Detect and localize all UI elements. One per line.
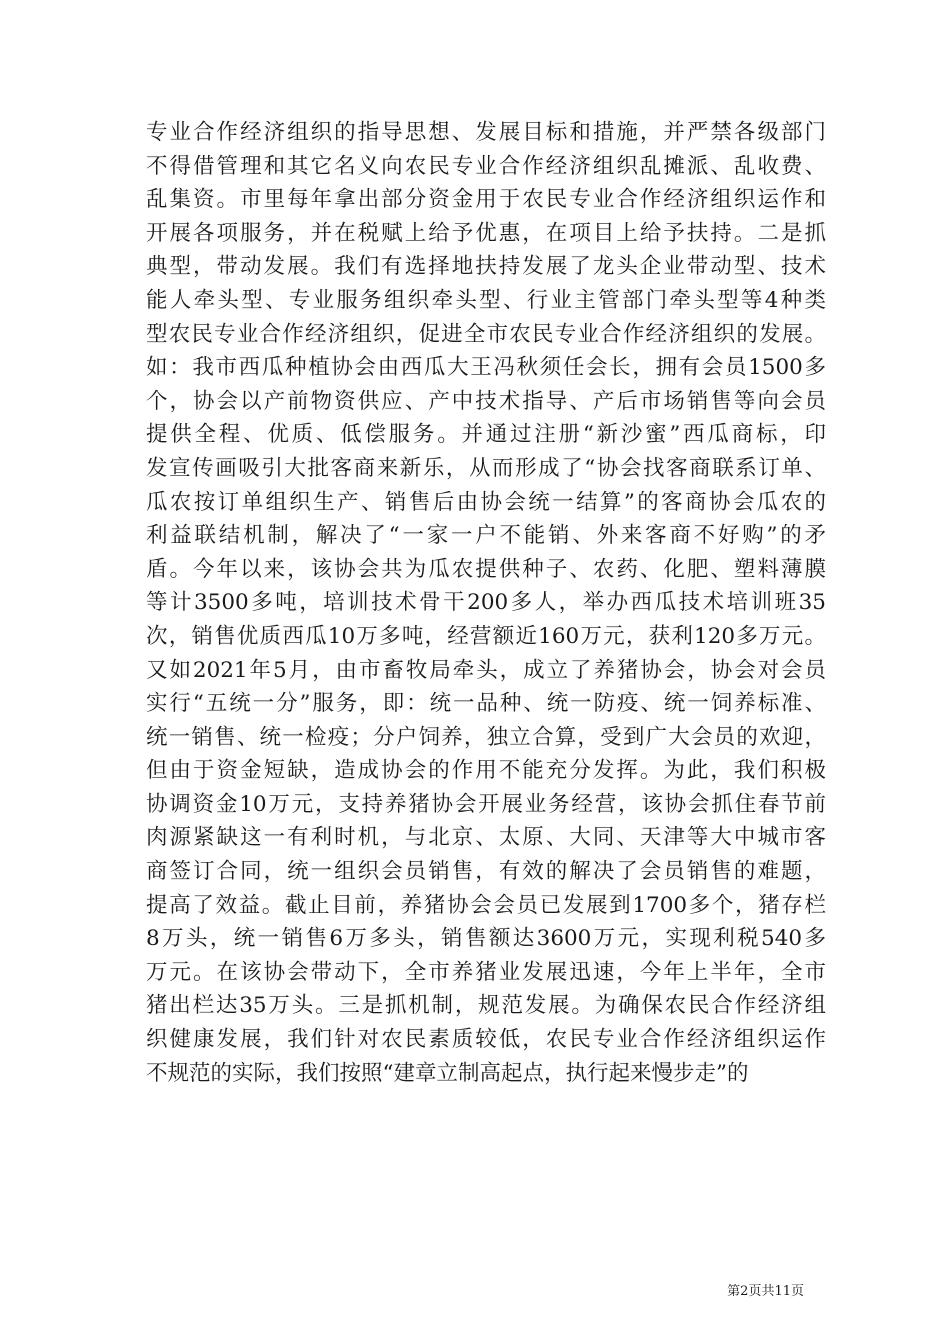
text-line: 典型，带动发展。我们有选择地扶持发展了龙头企业带动型、技术 — [146, 254, 826, 280]
body-text — [146, 116, 826, 1090]
text-line: 不规范的实际，我们按照“建章立制高起点，执行起来慢步走”的 — [146, 1060, 749, 1086]
text-line: 型农民专业合作经济组织，促进全市农民专业合作经济组织的发展。 — [146, 321, 826, 347]
text-line: 乱集资。市里每年拿出部分资金用于农民专业合作经济组织运作和 — [146, 187, 826, 213]
text-line: 提供全程、优质、低偿服务。并通过注册“新沙蜜”西瓜商标，印 — [146, 422, 826, 448]
text-line: 瓜农按订单组织生产、销售后由协会统一结算”的客商协会瓜农的 — [146, 489, 826, 515]
text-line: 万元。在该协会带动下，全市养猪业发展迅速，今年上半年，全市 — [146, 959, 826, 985]
text-line: 个，协会以产前物资供应、产中技术指导、产后市场销售等向会员 — [146, 388, 826, 414]
text-line: 又如2021年5月，由市畜牧局牵头，成立了养猪协会，协会对会员 — [146, 657, 826, 683]
text-line: 肉源紧缺这一有利时机，与北京、太原、大同、天津等大中城市客 — [146, 825, 826, 851]
text-line: 提高了效益。截止目前，养猪协会会员已发展到1700多个，猪存栏 — [146, 892, 826, 918]
text-line: 如：我市西瓜种植协会由西瓜大王冯秋须任会长，拥有会员1500多 — [146, 355, 826, 381]
text-line: 实行“五统一分”服务，即：统一品种、统一防疫、统一饲养标准、 — [146, 691, 826, 717]
text-line: 猪出栏达35万头。三是抓机制，规范发展。为确保农民合作经济组 — [146, 993, 826, 1019]
text-line: 商签订合同，统一组织会员销售，有效的解决了会员销售的难题， — [146, 859, 826, 885]
text-line: 协调资金10万元，支持养猪协会开展业务经营，该协会抓住春节前 — [146, 791, 826, 817]
text-line: 盾。今年以来，该协会共为瓜农提供种子、农药、化肥、塑料薄膜 — [146, 556, 826, 582]
text-line: 8万头，统一销售6万多头，销售额达3600万元，实现利税540多 — [146, 926, 826, 952]
page-footer: 第2页共11页 — [727, 1284, 804, 1299]
text-line: 不得借管理和其它名义向农民专业合作经济组织乱摊派、乱收费、 — [146, 153, 826, 179]
text-line: 开展各项服务，并在税赋上给予优惠，在项目上给予扶持。二是抓 — [146, 220, 826, 246]
text-line: 统一销售、统一检疫；分户饲养，独立合算，受到广大会员的欢迎， — [146, 724, 826, 750]
text-line: 织健康发展，我们针对农民素质较低，农民专业合作经济组织运作 — [146, 1027, 826, 1053]
text-line: 但由于资金短缺，造成协会的作用不能充分发挥。为此，我们积极 — [146, 758, 826, 784]
text-line: 发宣传画吸引大批客商来新乐，从而形成了“协会找客商联系订单、 — [146, 455, 826, 481]
text-line: 利益联结机制，解决了“一家一户不能销、外来客商不好购”的矛 — [146, 523, 826, 549]
text-line: 等计3500多吨，培训技术骨干200多人，举办西瓜技术培训班35 — [146, 590, 826, 616]
text-line: 专业合作经济组织的指导思想、发展目标和措施，并严禁各级部门 — [146, 120, 826, 145]
text-line: 次，销售优质西瓜10万多吨，经营额近160万元，获利120多万元。 — [146, 623, 826, 649]
text-line: 能人牵头型、专业服务组织牵头型、行业主管部门牵头型等4种类 — [146, 287, 826, 313]
